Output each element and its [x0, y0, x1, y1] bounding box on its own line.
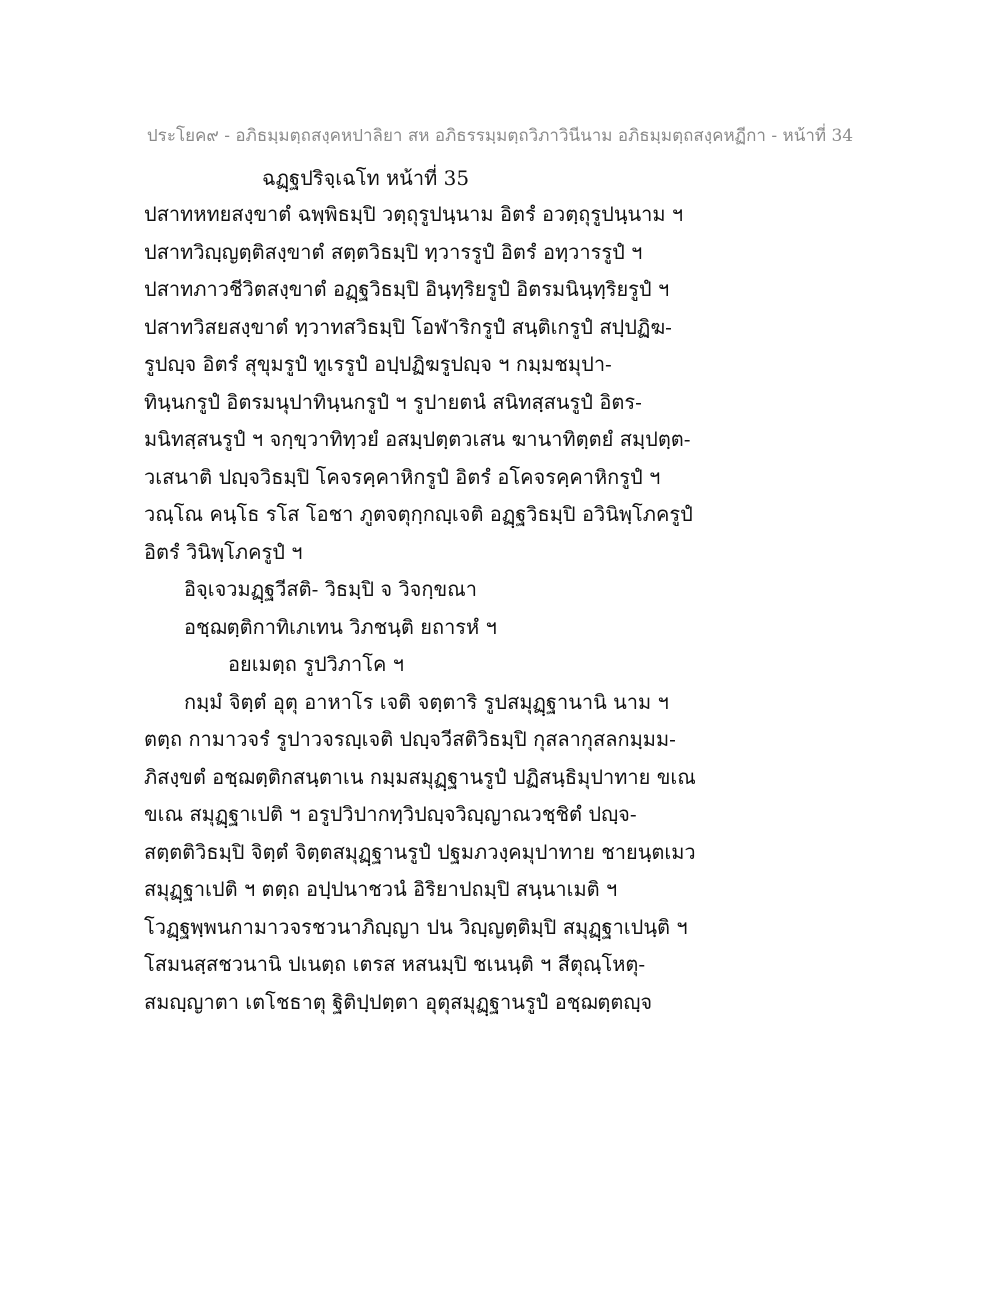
text-line: สตฺตติวิธมฺปิ จิตฺตํ จิตฺตสมุฏฺฐานรูปํ ปฐมภวงฺคมุปาทาย ชายนฺตเมว [144, 839, 696, 864]
text-line: ปสาทภาวชีวิตสงฺขาตํ อฏฺฐวิธมฺปิ อินฺทฺริยรูปํ อิตรมนินฺทฺริยรูปํ ฯ [144, 277, 670, 301]
text-line: วณฺโณ คนฺโธ รโส โอชา ภูตจตุกฺกญฺเจติ อฏฺฐวิธมฺปิ อวินิพฺโภครูปํ [144, 502, 693, 526]
section-closing: อยเมตฺถ รูปวิภาโค ฯ [228, 652, 404, 676]
paragraph-start: กมฺมํ จิตฺตํ อุตุ อาหาโร เจติ จตฺตาริ รูปสมุฏฺฐานานิ นาม ฯ [184, 689, 669, 714]
text-line: โสมนสฺสชวนานิ ปเนตฺถ เตรส หสนมฺปิ ชเนนฺติ ฯ สีตุณฺโหตุ- [144, 952, 646, 976]
text-line: สมุฏฺฐาเปติ ฯ ตตฺถ อปฺปนาชวนํ อิริยาปถมฺปิ สนฺนาเมติ ฯ [144, 877, 618, 901]
text-line: ภิสงฺขตํ อชฺฌตฺติกสนฺตาเน กมฺมสมุฏฺฐานรูปํ ปฏิสนฺธิมุปาทาย ขเณ [144, 764, 696, 789]
chapter-heading: ฉฏฺฐปริจฺเฉโท หน้าที่ 35 [262, 166, 470, 190]
text-line: ตตฺถ กามาวจรํ รูปาวจรญฺเจติ ปญฺจวีสติวิธมฺปิ กุสลากุสลกมฺมม- [144, 727, 676, 751]
text-line: วเสนาติ ปญฺจวิธมฺปิ โคจรคฺคาหิกรูปํ อิตรํ อโคจรคฺคาหิกรูปํ ฯ [144, 464, 661, 489]
running-header: ประโยค๙ - อภิธมฺมตฺถสงฺคหปาลิยา สห อภิธรรมฺมตฺถวิภาวินีนาม อภิธมฺมตฺถสงฺคหฏีกา - หน้าที่ 34 [146, 126, 854, 146]
text-line: ขเณ สมุฏฺฐาเปติ ฯ อรูปวิปากทฺวิปญฺจวิญฺญาณวชฺชิตํ ปญฺจ- [144, 802, 637, 826]
body-text [144, 196, 864, 1021]
text-line: อิตรํ วินิพฺโภครูปํ ฯ [144, 539, 303, 564]
text-line: โวฏฺฐพฺพนกามาวจรชวนาภิญฺญา ปน วิญฺญตฺติมฺปิ สมุฏฺฐาเปนฺติ ฯ [144, 914, 688, 939]
text-line: ทินฺนกรูปํ อิตรมนุปาทินฺนกรูปํ ฯ รูปายตนํ สนิทสฺสนรูปํ อิตร- [144, 389, 642, 414]
verse-line: อิจฺเจวมฏฺฐวีสติ- วิธมฺปิ จ วิจกฺขณา [184, 577, 477, 601]
text-line: สมญฺญาตา เตโชธาตุ ฐิติปฺปตฺตา อุตุสมุฏฺฐานรูปํ อชฺฌตฺตญฺจ [144, 989, 653, 1014]
text-line: รูปญฺจ อิตรํ สุขุมรูปํ ทูเรรูปํ อปฺปฏิฆรูปญฺจ ฯ กมฺมชมุปา- [144, 352, 612, 376]
text-line: มนิทสฺสนรูปํ ฯ จกฺขฺวาทิทฺวยํ อสมฺปตฺตวเสน ฆานาทิตฺตยํ สมฺปตฺต- [144, 427, 691, 451]
text-line: ปสาทวิสยสงฺขาตํ ทฺวาทสวิธมฺปิ โอฬาริกรูปํ สนฺติเกรูปํ สปฺปฏิฆ- [144, 314, 672, 339]
text-line: ปสาทวิญฺญตฺติสงฺขาตํ สตฺตวิธมฺปิ ทฺวารรูปํ อิตรํ อทฺวารรูปํ ฯ [144, 239, 643, 264]
text-line: ปสาทหทยสงฺขาตํ ฉพฺพิธมฺปิ วตฺถุรูปนฺนาม อิตรํ อวตฺถุรูปนฺนาม ฯ [144, 202, 684, 226]
verse-line: อชฺฌตฺติกาทิเภเทน วิภชนฺติ ยถารหํ ฯ [184, 614, 497, 639]
